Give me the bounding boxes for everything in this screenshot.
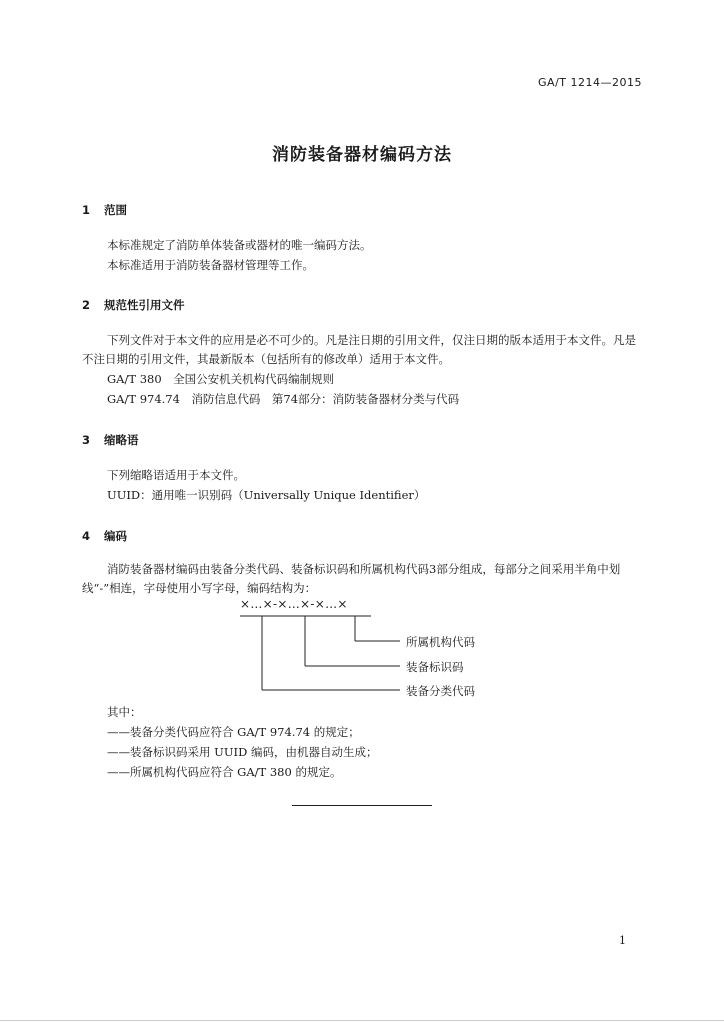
section-2-para-1: 下列文件对于本文件的应用是必不可少的。凡是注日期的引用文件，仅注日期的版本适用于本文件。凡是不注日期的引用文件，其最新版本（包括所有的修改单）适用于本文件。 bbox=[82, 333, 636, 366]
structure-label-identifier: 装备标识码 bbox=[406, 660, 464, 674]
note-item: ——装备分类代码应符合 GA/T 974.74 的规定； bbox=[107, 725, 360, 739]
reference-code: GA/T 380 bbox=[107, 372, 162, 386]
section-1-heading bbox=[82, 202, 127, 218]
structure-label-category-code: 装备分类代码 bbox=[406, 684, 475, 698]
reference-code: GA/T 974.74 bbox=[107, 392, 180, 406]
structure-label-org-code: 所属机构代码 bbox=[406, 635, 475, 649]
code-structure-diagram bbox=[240, 597, 500, 707]
section-title: 缩略语 bbox=[104, 433, 139, 447]
section-number: 3 bbox=[82, 433, 91, 447]
section-2-heading bbox=[82, 297, 185, 313]
section-4-para-1: 消防装备器材编码由装备分类代码、装备标识码和所属机构代码3部分组成，每部分之间采用半角中划线“-”相连，字母使用小写字母，编码结构为： bbox=[82, 562, 621, 595]
reference-item bbox=[107, 391, 459, 407]
section-3-heading bbox=[82, 432, 139, 448]
end-of-text-rule bbox=[292, 805, 432, 806]
note-item: ——装备标识码采用 UUID 编码，由机器自动生成； bbox=[107, 745, 378, 759]
section-number: 1 bbox=[82, 203, 91, 217]
standard-code: GA/T 1214—2015 bbox=[538, 76, 642, 89]
section-title: 范围 bbox=[104, 203, 127, 217]
section-3-para-2: UUID：通用唯一识别码（Universally Unique Identifier） bbox=[107, 488, 426, 502]
reference-title: 消防信息代码 第74部分：消防装备器材分类与代码 bbox=[191, 392, 460, 406]
section-4-heading bbox=[82, 528, 127, 544]
where-label: 其中： bbox=[107, 705, 142, 719]
reference-title: 全国公安机关机构代码编制规则 bbox=[173, 372, 335, 386]
code-structure-pattern: ×…×-×…×-×…× bbox=[240, 597, 348, 611]
section-title: 规范性引用文件 bbox=[104, 298, 185, 312]
section-3-para-1: 下列缩略语适用于本文件。 bbox=[107, 468, 245, 482]
document-title: 消防装备器材编码方法 bbox=[272, 145, 452, 165]
note-item: ——所属机构代码应符合 GA/T 380 的规定。 bbox=[107, 765, 342, 779]
section-number: 2 bbox=[82, 298, 91, 312]
section-title: 编码 bbox=[104, 529, 127, 543]
page-number: 1 bbox=[619, 934, 626, 947]
reference-item bbox=[107, 371, 334, 387]
section-number: 4 bbox=[82, 529, 91, 543]
page-bottom-rule bbox=[0, 1020, 724, 1021]
section-1-para-2: 本标准适用于消防装备器材管理等工作。 bbox=[107, 258, 314, 272]
section-1-para-1: 本标准规定了消防单体装备或器材的唯一编码方法。 bbox=[107, 238, 372, 252]
